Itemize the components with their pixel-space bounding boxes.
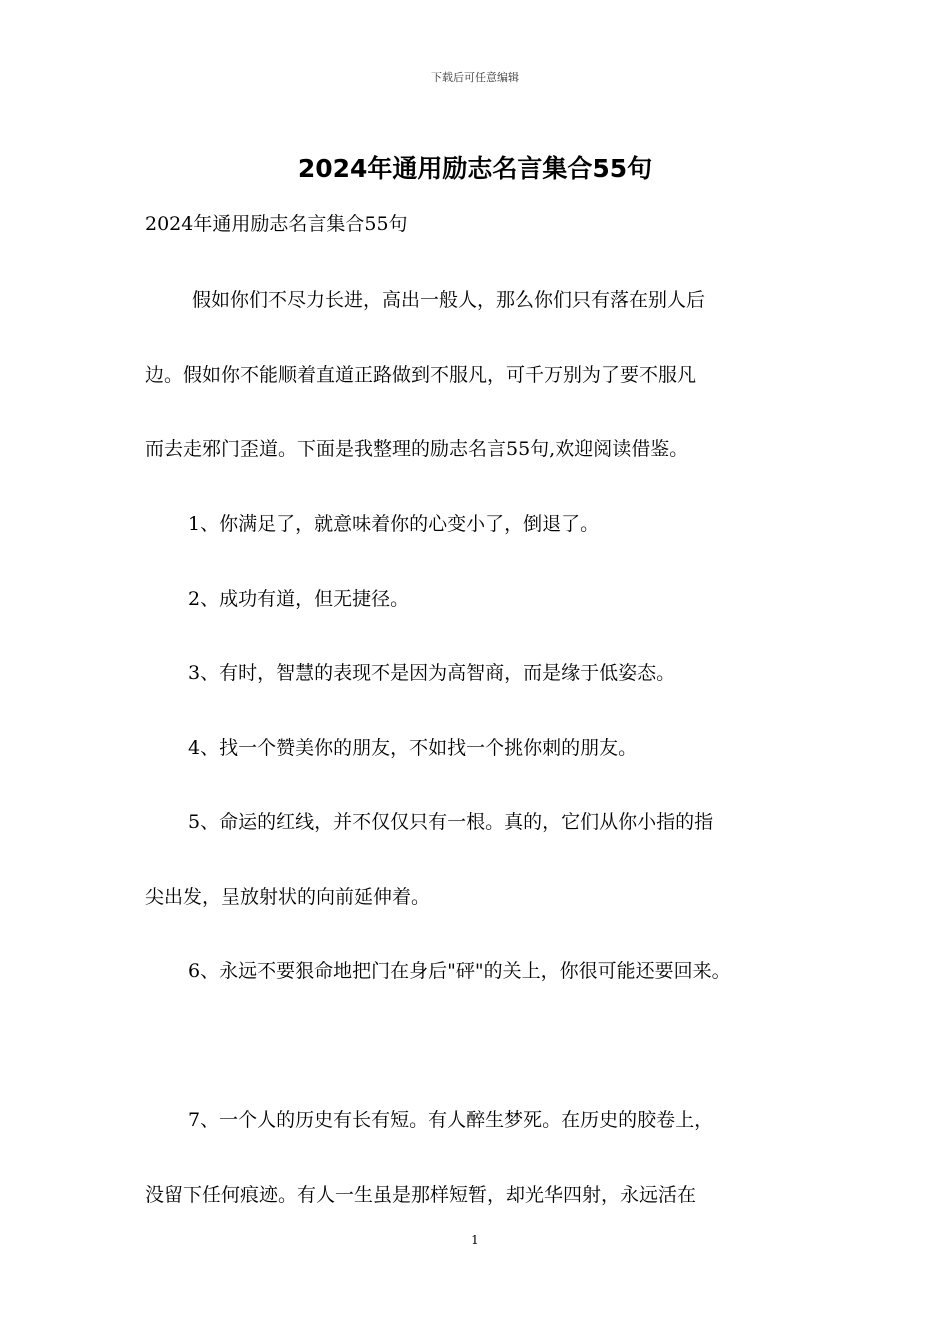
- quote-item: 7、一个人的历史有长有短。有人醉生梦死。在历史的胶卷上，: [188, 1109, 714, 1131]
- paragraph-line: 边。假如你不能顺着直道正路做到不服凡，可千万别为了要不服凡: [145, 364, 697, 386]
- quote-item: 6、永远不要狠命地把门在身后"砰"的关上，你很可能还要回来。: [188, 960, 731, 982]
- quote-item: 5、命运的红线，并不仅仅只有一根。真的，它们从你小指的指: [188, 811, 714, 833]
- quote-item: 3、有时，智慧的表现不是因为高智商，而是缘于低姿态。: [188, 662, 676, 684]
- paragraph-line: 假如你们不尽力长进，高出一般人，那么你们只有落在别人后: [192, 289, 706, 311]
- header-note: 下载后可任意编辑: [431, 71, 519, 84]
- quote-item-continuation: 没留下任何痕迹。有人一生虽是那样短暂，却光华四射，永远活在: [145, 1184, 697, 1206]
- quote-item: 4、找一个赞美你的朋友，不如找一个挑你刺的朋友。: [188, 737, 638, 759]
- paragraph-line: 而去走邪门歪道。下面是我整理的励志名言55句,欢迎阅读借鉴。: [145, 438, 689, 460]
- document-title: 2024年通用励志名言集合55句: [297, 154, 653, 183]
- document-subtitle: 2024年通用励志名言集合55句: [145, 213, 408, 235]
- quote-item-continuation: 尖出发，呈放射状的向前延伸着。: [145, 886, 431, 908]
- quote-item: 2、成功有道，但无捷径。: [188, 588, 410, 610]
- quote-item: 1、你满足了，就意味着你的心变小了，倒退了。: [188, 513, 600, 535]
- page-number: 1: [471, 1233, 479, 1247]
